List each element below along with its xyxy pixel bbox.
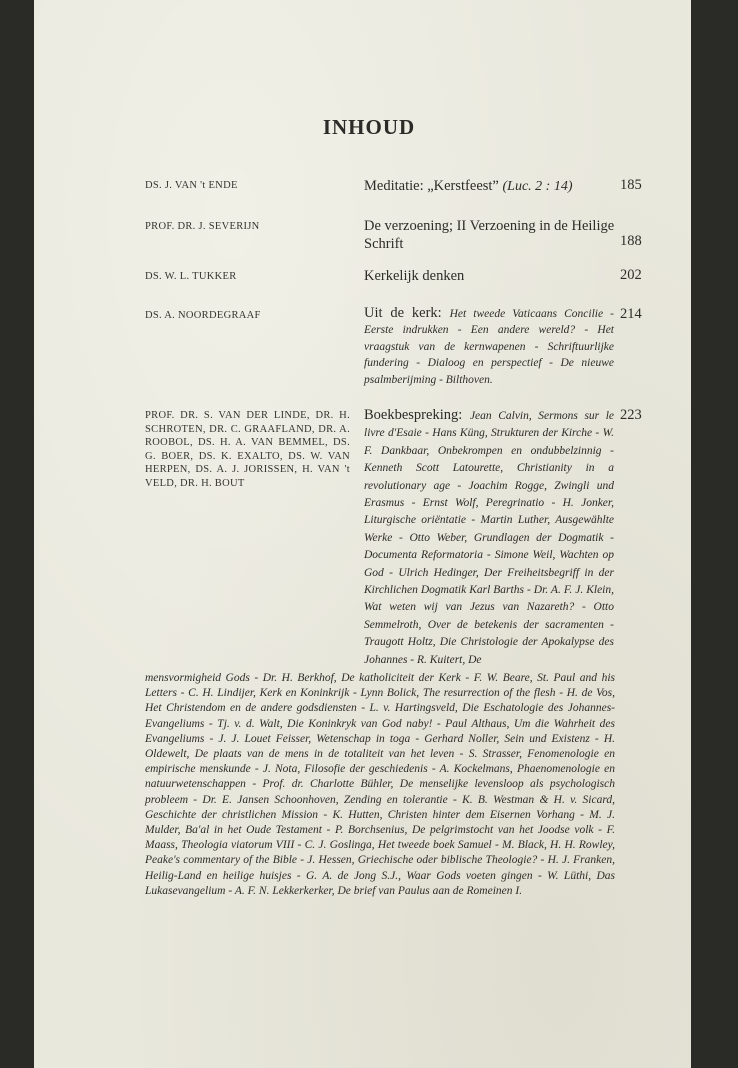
entry-author: PROF. DR. J. SEVERIJN [145,221,260,232]
entry-title-italic: (Luc. 2 : 14) [502,179,573,194]
entry-author: DS. W. L. TUKKER [145,271,237,282]
review-text [364,407,614,668]
entry-page: 202 [620,267,642,283]
entry-title: De verzoening; II Verzoening in de Heilige Schrift [364,218,615,252]
review-text-right: Jean Calvin, Sermons sur le livre d'Esaie - Hans Küng, Strukturen der Kirche - W. F. Dankbaar, Onbekrompen en ondubbelzinnig - Kenneth Scott Latourette, Christianity in a revolutionary age - Joachim Rogge, Zwingli und Erasmus - Ernst Wolf, Peregrinatio - H. Jonker, Liturgische oriëntatie - Martin Luther, Ausgewählte Werke - Otto Weber, Grundlagen der Dogmatik - Documenta Reformatoria - Simone Weil, Wachten op God - Ulrich Hedinger, Der Freiheitsbegriff in der Kirchlichen Dogmatik Karl Barths - Dr. A. F. J. Klein, Wat weten wij van Jezus van Nazareth? - Otto Semmelroth, Over de betekenis der sacramenten - Traugott Holtz, Die Christologie der Apokalypse des Johannes - R. Kuitert, De [364,410,615,666]
entry-page: 185 [620,177,642,193]
entry-title-italic: Het tweede Vaticaans Concilie - Eerste indrukken - Een andere wereld? - Het vraagstuk van de kernwapenen - Schriftuurlijke fundering - Dialoog en perspectief - De nieuwe psalmberijming - Bilthoven. [364,308,615,386]
entry-title-main: Meditatie: „Kerstfeest” [364,178,499,194]
review-authors: PROF. DR. S. VAN DER LINDE, DR. H. SCHROTEN, DR. C. GRAAFLAND, DR. A. ROOBOL, DS. H. A. VAN BEMMEL, DS. G. BOER, DS. K. EXALTO, DS. W. VAN HERPEN, DS. A. J. JORISSEN, H. VAN 't VELD, DR. H. BOUT [145,410,350,489]
page-title: INHOUD [322,115,416,139]
entry-title [364,306,614,388]
entry-title: Kerkelijk denken [364,268,465,284]
entry-author: DS. J. VAN 't ENDE [145,180,238,191]
entry-title-main: Uit de kerk: [364,305,442,321]
entry-title [364,177,624,195]
review-label: Boekbespreking: [364,407,463,423]
entry-page: 188 [620,233,642,249]
entry-author: DS. A. NOORDEGRAAF [145,310,261,321]
review-text-continued: mensvormigheid Gods - Dr. H. Berkhof, De katholiciteit der Kerk - F. W. Beare, St. Paul and his Letters - C. H. Lindijer, Kerk en Koninkrijk - Lynn Bolick, The resurrection of the flesh - H. de Vos, Het Christendom en de andere godsdiensten - L. v. Hartingsveld, Die Eschatologie des Johannes-Evangeliums - Tj. v. d. Walt, Die Koninkryk van God naby! - Paul Althaus, Um die Wahrheit des Evangeliums - J. J. Louet Feisser, Wetenschap in toga - Gerhard Noller, Sein und Existenz - H. Oldewelt, De plaats van de mens in de totaliteit van het leven - S. Strasser, Fenomenologie en empirische menskunde - J. Nota, Filosofie der geschiedenis - A. Kockelmans, Phaenomenologie en natuurwetenschappen - Prof. dr. Charlotte Bühler, De menselijke levensloop als psychologisch probleem - Dr. E. Jansen Schoonhoven, Zending en tolerantie - K. B. Westman & H. v. Sicard, Geschichte der christlichen Mission - K. Hutten, Christen hinter dem Eisernen Vorhang - M. J. Mulder, Ba'al in het Oude Testament - P. Borchsenius, De pelgrimstocht van het Joodse volk - F. Maass, Theologia viatorum VIII - C. J. Goslinga, Het tweede boek Samuel - M. Black, H. H. Rowley, Peake's commentary of the Bible - J. Hessen, Griechische oder biblische Theologie? - H. J. Franken, Heilig-Land en heilige huisjes - G. A. de Jong S.J., Waar Gods voeten gingen - W. Lüthi, Das Lukasevangelium - A. F. N. Lekkerkerker, De brief van Paulus aan de Romeinen I. [145,672,615,897]
review-page: 223 [620,407,642,423]
entry-page: 214 [620,306,642,322]
